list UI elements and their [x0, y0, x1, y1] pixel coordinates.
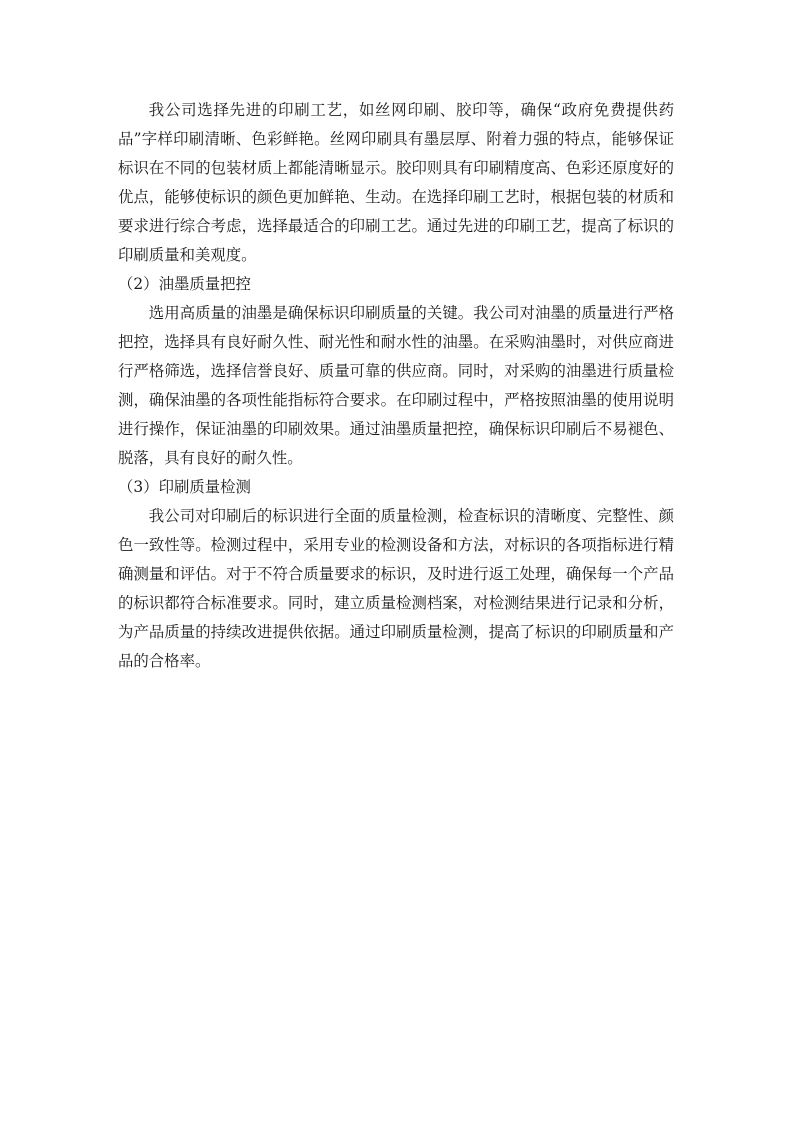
section-heading-print-inspection: （3）印刷质量检测 — [118, 478, 251, 496]
paragraph-ink-quality: 选用高质量的油墨是确保标识印刷质量的关键。我公司对油墨的质量进行严格把控，选择具有良好耐久性、耐光性和耐水性的油墨。在采购油墨时，对供应商进行严格筛选，选择信誉良好、质量可靠的供应商。同时，对采购的油墨进行质量检测，确保油墨的各项性能指标符合要求。在印刷过程中，严格按照油墨的使用说明进行操作，保证油墨的印刷效果。通过油墨质量把控，确保标识印刷后不易褪色、脱落，具有良好的耐久性。 — [118, 304, 674, 467]
section-heading-ink-quality: （2）油墨质量把控 — [118, 275, 251, 293]
paragraph-print-inspection: 我公司对印刷后的标识进行全面的质量检测，检查标识的清晰度、完整性、颜色一致性等。检测过程中，采用专业的检测设备和方法，对标识的各项指标进行精确测量和评估。对于不符合质量要求的标识，及时进行返工处理，确保每一个产品的标识都符合标准要求。同时，建立质量检测档案，对检测结果进行记录和分析，为产品质量的持续改进提供依据。通过印刷质量检测，提高了标识的印刷质量和产品的合格率。 — [118, 507, 674, 670]
document-body — [118, 96, 674, 676]
paragraph-printing-process: 我公司选择先进的印刷工艺，如丝网印刷、胶印等，确保“政府免费提供药品”字样印刷清晰、色彩鲜艳。丝网印刷具有墨层厚、附着力强的特点，能够保证标识在不同的包装材质上都能清晰显示。胶印则具有印刷精度高、色彩还原度好的优点，能够使标识的颜色更加鲜艳、生动。在选择印刷工艺时，根据包装的材质和要求进行综合考虑，选择最适合的印刷工艺。通过先进的印刷工艺，提高了标识的印刷质量和美观度。 — [118, 101, 674, 264]
